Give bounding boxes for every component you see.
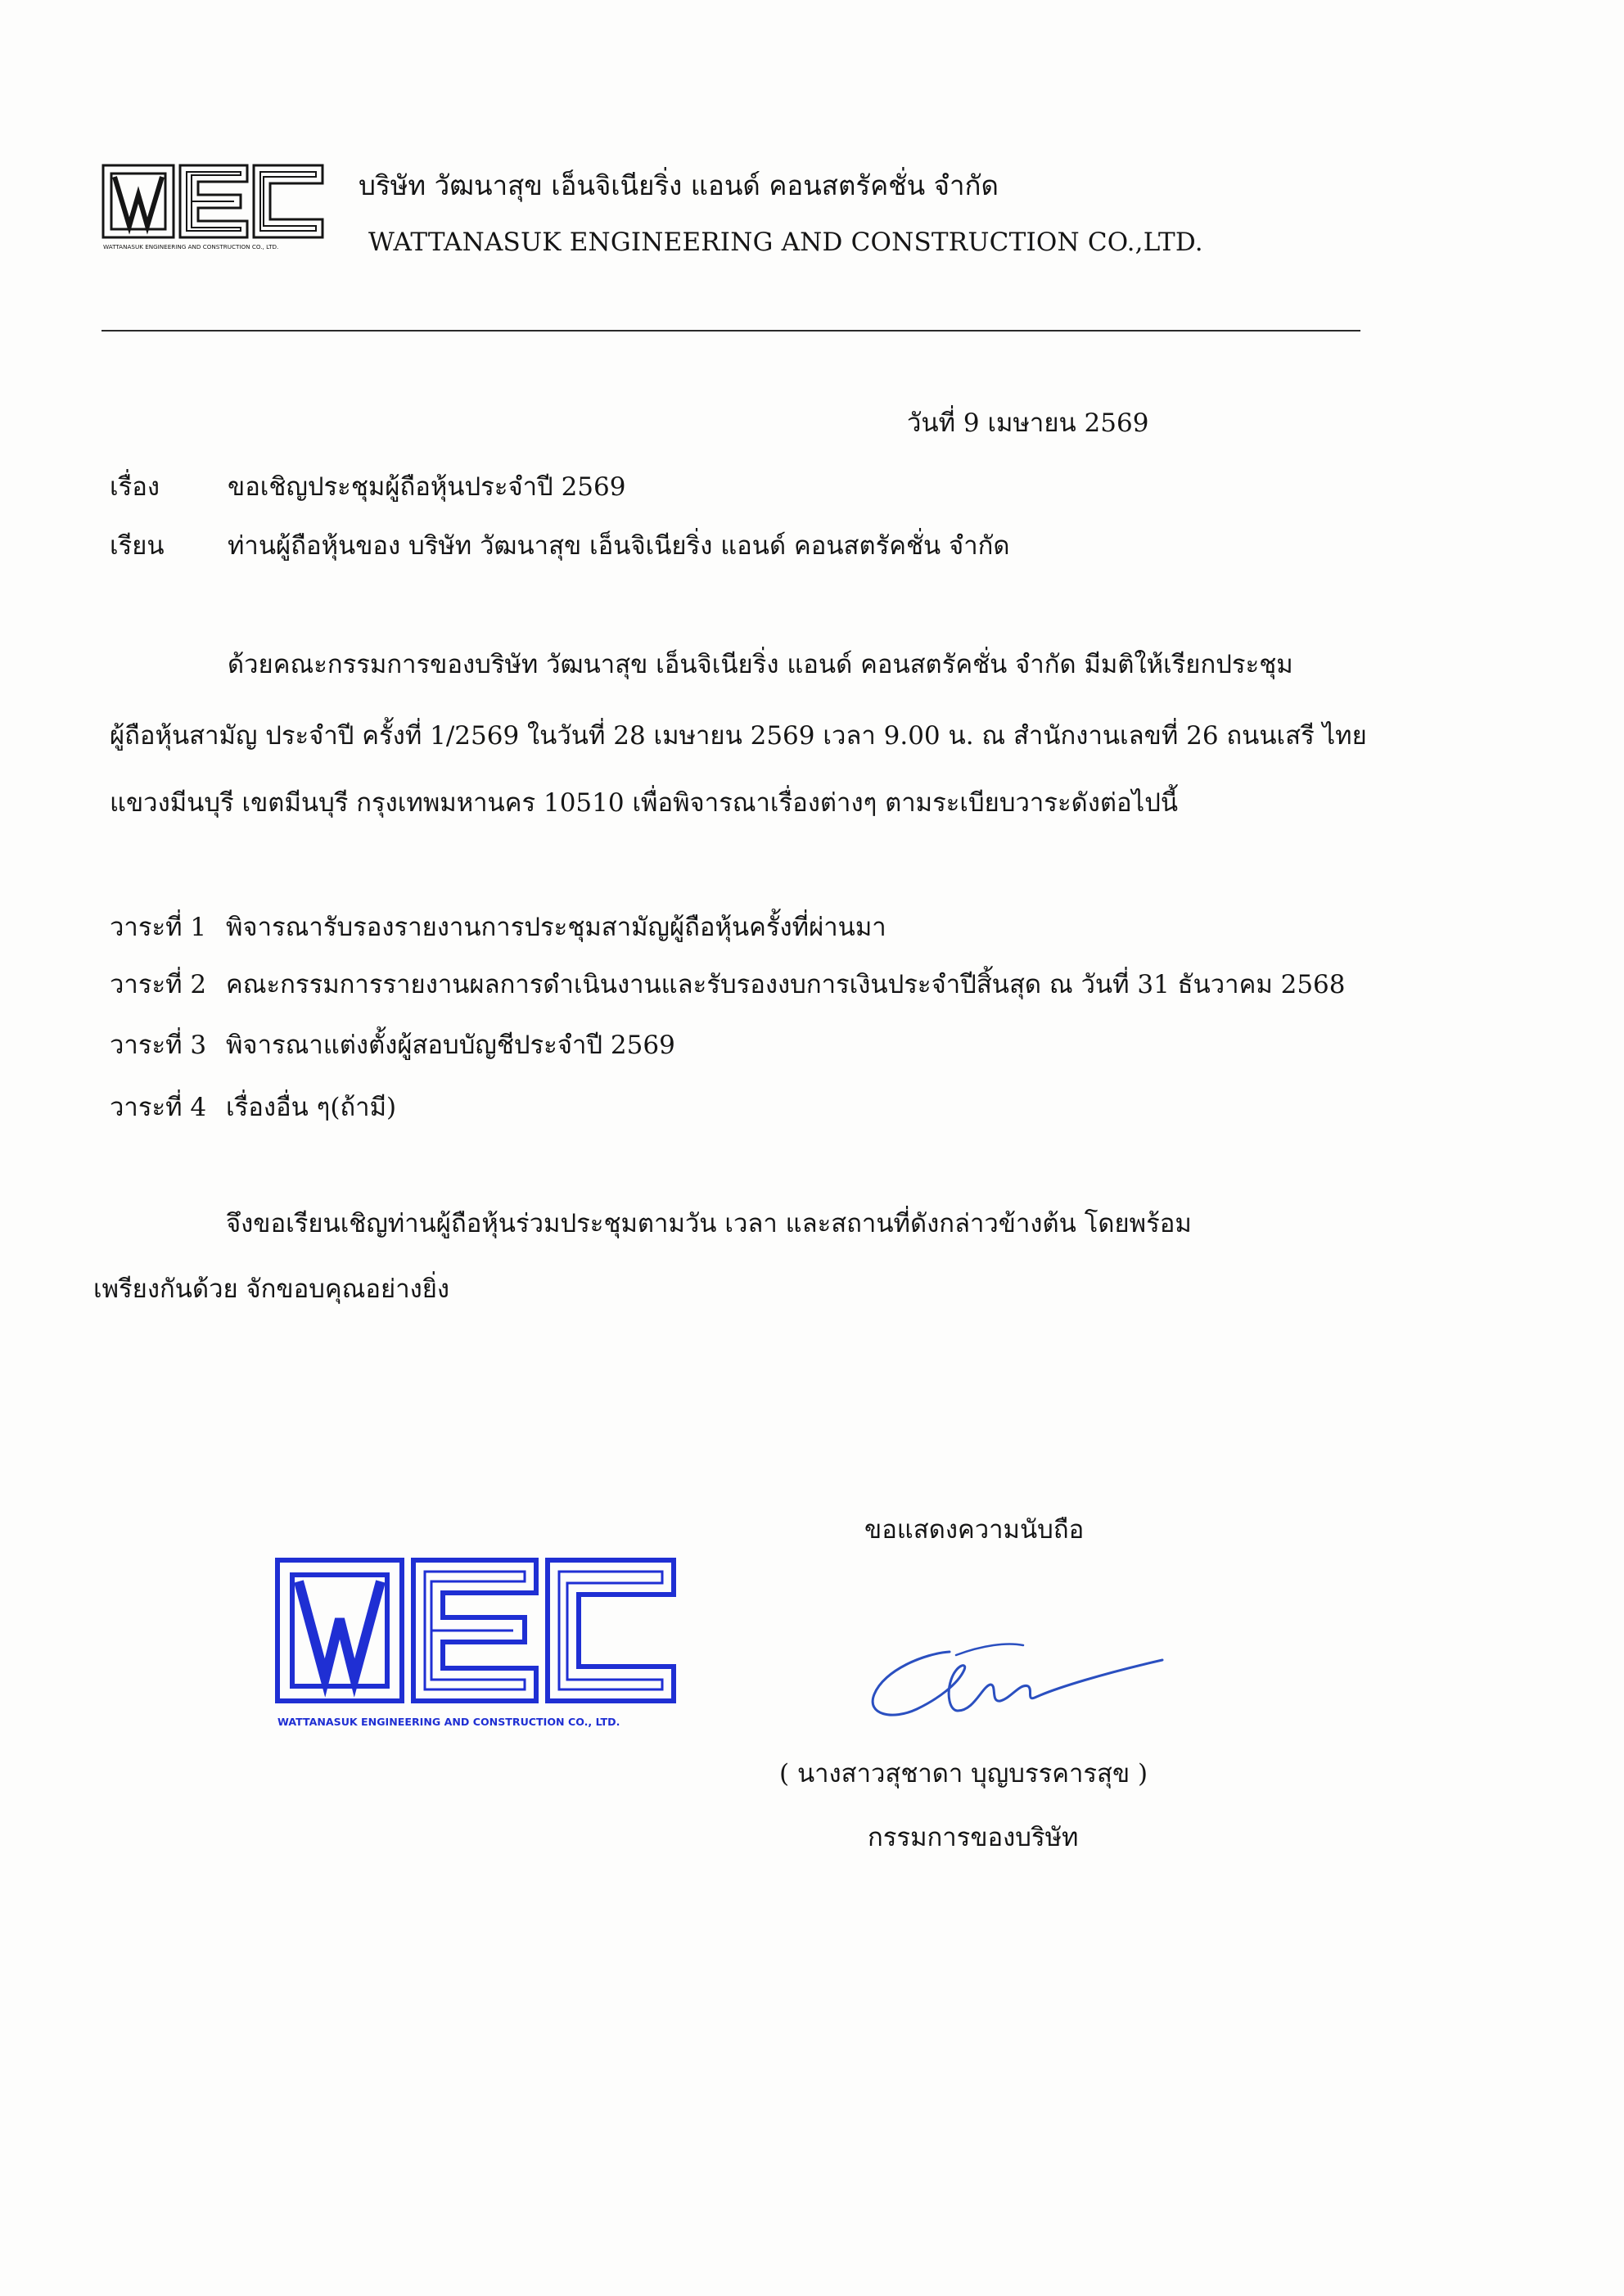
- letter-date: วันที่ 9 เมษายน 2569: [907, 408, 1149, 438]
- logo-caption: WATTANASUK ENGINEERING AND CONSTRUCTION CO., LTD.: [103, 243, 279, 250]
- agenda-item-1: พิจารณารับรองรายงานการประชุมสามัญผู้ถือหุ้นครั้งที่ผ่านมา: [226, 913, 886, 942]
- subject-text: ขอเชิญประชุมผู้ถือหุ้นประจำปี 2569: [228, 472, 626, 502]
- header-divider: [102, 330, 1360, 332]
- signer-title: กรรมการของบริษัท: [868, 1823, 1079, 1852]
- company-logo: [102, 164, 324, 254]
- stamp-caption: WATTANASUK ENGINEERING AND CONSTRUCTION CO., LTD.: [277, 1716, 620, 1728]
- to-text: ท่านผู้ถือหุ้นของ บริษัท วัฒนาสุข เอ็นจิเนียริ่ง แอนด์ คอนสตรัคชั่น จำกัด: [228, 531, 1010, 561]
- company-name-en: WATTANASUK ENGINEERING AND CONSTRUCTION CO.,LTD.: [368, 228, 1203, 257]
- wec-logo-graphic: [102, 164, 324, 254]
- agenda-item-2: คณะกรรมการรายงานผลการดำเนินงานและรับรองงบการเงินประจำปีสิ้นสุด ณ วันที่ 31 ธันวาคม 2568: [226, 970, 1346, 999]
- agenda-item-3: พิจารณาแต่งตั้งผู้สอบบัญชีประจำปี 2569: [226, 1031, 675, 1060]
- wec-stamp-graphic: [274, 1557, 679, 1733]
- signature: [859, 1637, 1171, 1752]
- body-line-2: ผู้ถือหุ้นสามัญ ประจำปี ครั้งที่ 1/2569 ในวันที่ 28 เมษายน 2569 เวลา 9.00 น. ณ สำนักงานเลขที่ 26 ถนนเสรี ไทย: [110, 721, 1367, 751]
- agenda-label-4: วาระที่ 4: [110, 1093, 207, 1122]
- to-label: เรียน: [110, 531, 165, 561]
- signature-scribble: [859, 1637, 1171, 1752]
- body-line-3: แขวงมีนบุรี เขตมีนบุรี กรุงเทพมหานคร 10510 เพื่อพิจารณาเรื่องต่างๆ ตามระเบียบวาระดังต่อไปนี้: [110, 788, 1179, 818]
- body-line-1: ด้วยคณะกรรมการของบริษัท วัฒนาสุข เอ็นจิเนียริ่ง แอนด์ คอนสตรัคชั่น จำกัด มีมติให้เรียกประชุม: [228, 650, 1293, 679]
- agenda-item-4: เรื่องอื่น ๆ(ถ้ามี): [226, 1093, 397, 1122]
- signer-name: ( นางสาวสุชาดา บุญบรรคารสุข ): [779, 1759, 1148, 1789]
- company-stamp: [274, 1557, 679, 1733]
- agenda-label-3: วาระที่ 3: [110, 1031, 207, 1060]
- closing-line-2: เพรียงกันด้วย จักขอบคุณอย่างยิ่ง: [93, 1274, 450, 1304]
- agenda-label-2: วาระที่ 2: [110, 970, 207, 999]
- closing-line-1: จึงขอเรียนเชิญท่านผู้ถือหุ้นร่วมประชุมตามวัน เวลา และสถานที่ดังกล่าวข้างต้น โดยพร้อม: [226, 1209, 1192, 1238]
- subject-label: เรื่อง: [110, 472, 160, 502]
- agenda-label-1: วาระที่ 1: [110, 913, 207, 942]
- sign-off: ขอแสดงความนับถือ: [864, 1515, 1085, 1545]
- company-name-th: บริษัท วัฒนาสุข เอ็นจิเนียริ่ง แอนด์ คอนสตรัคชั่น จำกัด: [359, 169, 999, 201]
